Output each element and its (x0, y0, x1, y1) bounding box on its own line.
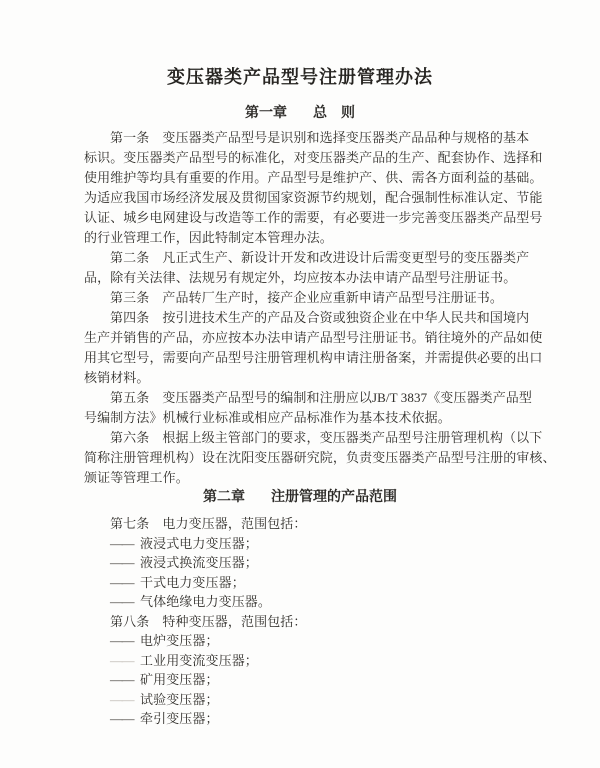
em-dash-bullet: —— (110, 691, 133, 707)
list-item-line (84, 534, 564, 554)
paragraph-line: 第七条 电力变压器，范围包括： (110, 516, 307, 531)
paragraph-line: 颁证等管理工作。 (84, 470, 189, 485)
list-item-label: 牵引变压器； (140, 711, 219, 726)
chapter-2-number: 第二章 (203, 490, 245, 505)
paragraph-line: 第二条 凡正式生产、新设计开发和改进设计后需变更型号的变压器类产 (110, 250, 530, 265)
paragraph-line: 标识。变压器类产品型号的标准化，对变压器类产品的生产、配套协作、选择和 (84, 150, 543, 165)
list-item-label: 试验变压器； (140, 691, 219, 707)
chapter-1-title: 总 则 (313, 106, 355, 121)
list-item-line (84, 553, 564, 573)
list-item-line (84, 592, 564, 612)
chapter-2-title: 注册管理的产品范围 (271, 490, 397, 505)
list-item-line (84, 690, 564, 710)
chapter-2-heading (0, 488, 600, 508)
list-item-line (84, 631, 564, 651)
chapter-1-number: 第一章 (245, 106, 287, 121)
paragraph-line: 认证、城乡电网建设与改造等工作的需要，有必要进一步完善变压器类产品型号 (84, 210, 543, 225)
list-item-label: 液浸式换流变压器； (140, 555, 258, 570)
paragraph-line: 使用维护等均具有重要的作用。产品型号是维护产、供、需各方面利益的基础。 (84, 170, 543, 185)
list-item-label: 液浸式电力变压器； (140, 535, 258, 551)
chapter-2-body (0, 514, 564, 729)
paragraph-line: 第五条 变压器类产品型号的编制和注册应以JB/T 3837《变压器类产品型 (110, 390, 532, 405)
chapter-1-heading (0, 104, 600, 124)
em-dash-bullet: —— (110, 555, 133, 570)
list-item-line (84, 651, 564, 671)
paragraph-line: 品，除有关法律、法规另有规定外，均应按本办法申请产品型号注册证书。 (84, 270, 517, 285)
paragraph-line: 第三条 产品转厂生产时，接产企业应重新申请产品型号注册证书。 (110, 290, 504, 305)
paragraph-line: 第四条 按引进技术生产的产品及合资或独资企业在中华人民共和国境内 (110, 310, 530, 325)
list-item-label: 矿用变压器； (140, 672, 219, 687)
paragraph-line: 第六条 根据上级主管部门的要求，变压器类产品型号注册管理机构（以下 (110, 430, 543, 445)
paragraph-line: 简称注册管理机构）设在沈阳变压器研究院，负责变压器类产品型号注册的审核、 (84, 450, 556, 465)
em-dash-bullet: —— (110, 535, 133, 551)
list-item-label: 电炉变压器； (140, 633, 219, 648)
paragraph-line: 第八条 特种变压器，范围包括： (110, 613, 307, 629)
em-dash-bullet: —— (110, 574, 133, 590)
list-item-line (84, 573, 564, 593)
paragraph-line: 生产并销售的产品，亦应按本办法申请产品型号注册证书。销往境外的产品如使 (84, 330, 543, 345)
paragraph-line: 号编制方法》机械行业标准或相应产品标准作为基本技术依据。 (84, 410, 451, 425)
em-dash-bullet: —— (110, 672, 133, 687)
chapter-1-body (0, 128, 564, 488)
em-dash-bullet: —— (110, 633, 133, 648)
paragraph-line: 核销材料。 (84, 370, 150, 385)
list-item-line (84, 670, 564, 690)
paragraph-line: 用其它型号，需要向产品型号注册管理机构申请注册备案，并需提供必要的出口 (84, 350, 543, 365)
paragraph-line: 为适应我国市场经济发展及贯彻国家资源节约规划，配合强制性标准认定、节能 (84, 190, 543, 205)
list-item-label: 干式电力变压器； (140, 574, 245, 590)
em-dash-bullet: —— (110, 711, 133, 726)
list-item-label: 工业用变流变压器； (140, 652, 258, 668)
paragraph-line: 的行业管理工作，因此特制定本管理办法。 (84, 230, 333, 245)
paragraph-line: 第一条 变压器类产品型号是识别和选择变压器类产品品种与规格的基本 (110, 130, 530, 145)
document-title: 变压器类产品型号注册管理办法 (167, 67, 433, 87)
em-dash-bullet: —— (110, 652, 133, 668)
list-item-label: 气体绝缘电力变压器。 (140, 594, 272, 609)
em-dash-bullet: —— (110, 594, 133, 609)
list-item-line (84, 709, 564, 729)
